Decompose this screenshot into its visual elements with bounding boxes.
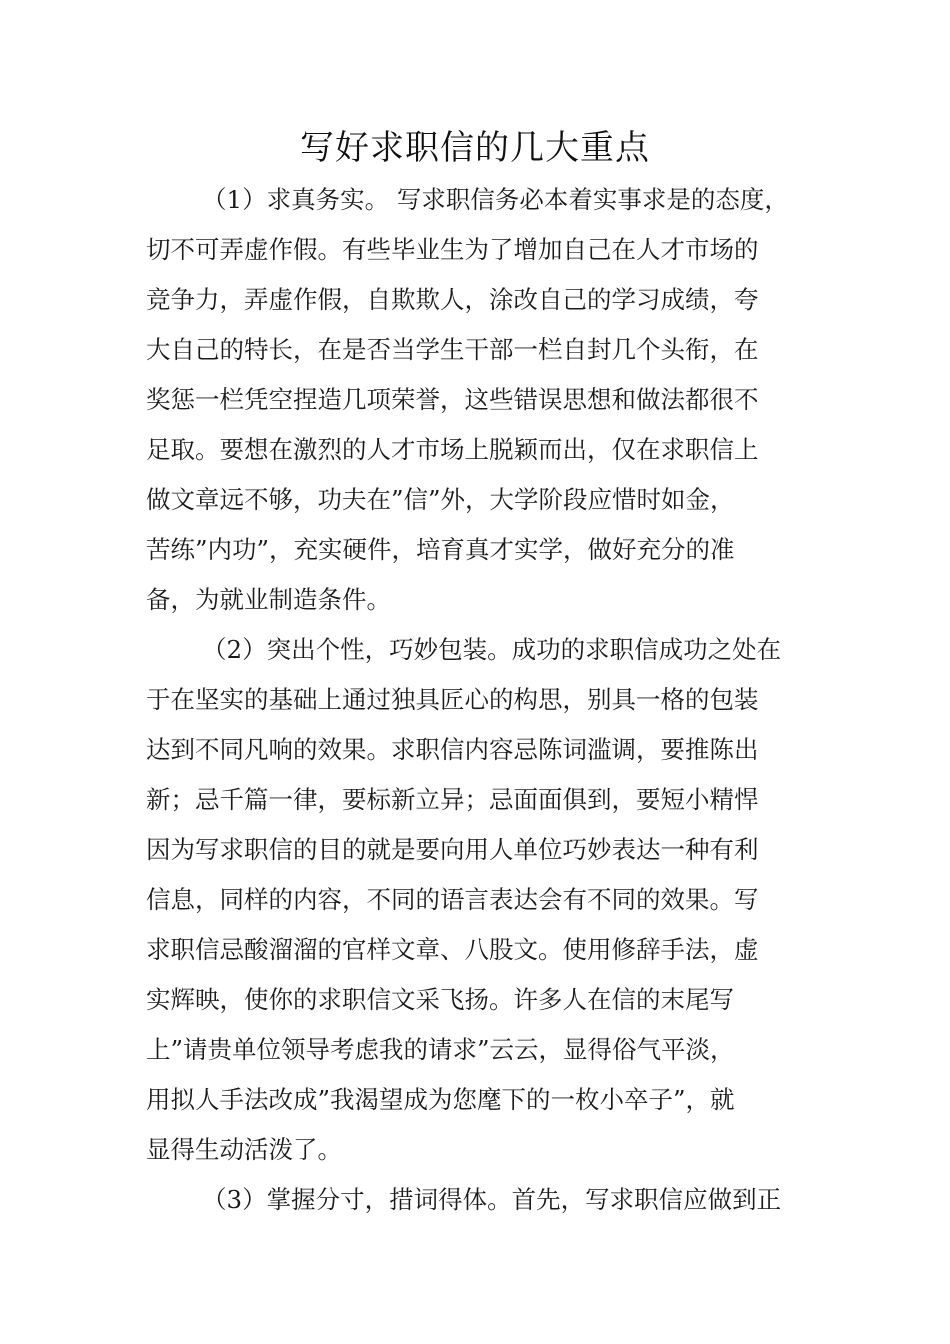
text-line: 切不可弄虚作假。有些毕业生为了增加自己在人才市场的	[146, 235, 759, 264]
text-line: 求职信忌酸溜溜的官样文章、八股文。使用修辞手法，虚	[146, 935, 759, 964]
text-line: 奖惩一栏凭空捏造几项荣誉，这些错误思想和做法都很不	[146, 385, 759, 414]
text-line: 实辉映，使你的求职信文采飞扬。许多人在信的末尾写	[146, 985, 734, 1014]
text-line: 达到不同凡响的效果。求职信内容忌陈词滥调，要推陈出	[146, 735, 759, 764]
paragraph-2	[146, 625, 814, 1175]
text-line: 备，为就业制造条件。	[146, 585, 391, 614]
text-line: 苦练”内功”，充实硬件，培育真才实学，做好充分的准	[146, 535, 735, 564]
text-line: 新；忌千篇一律，要标新立异；忌面面俱到，要短小精悍	[146, 785, 759, 814]
text-line: 上”请贵单位领导考虑我的请求”云云，显得俗气平淡，	[146, 1035, 735, 1064]
text-line: 足取。要想在激烈的人才市场上脱颖而出，仅在求职信上	[146, 435, 759, 464]
text-line: 做文章远不够，功夫在”信”外，大学阶段应惜时如金，	[146, 485, 735, 514]
document-title: 写好求职信的几大重点	[300, 128, 650, 168]
text-line: 大自己的特长，在是否当学生干部一栏自封几个头衔，在	[146, 335, 759, 364]
document-body	[146, 175, 814, 1225]
text-line: 显得生动活泼了。	[146, 1135, 342, 1164]
text-line: 用拟人手法改成”我渴望成为您麾下的一枚小卒子”，就	[146, 1085, 735, 1114]
text-line: （3）掌握分寸，措词得体。首先，写求职信应做到正	[202, 1185, 782, 1214]
text-line: 于在坚实的基础上通过独具匠心的构思，别具一格的包装	[146, 685, 759, 714]
text-line: 因为写求职信的目的就是要向用人单位巧妙表达一种有利	[146, 835, 759, 864]
text-line: 竞争力，弄虚作假，自欺欺人，涂改自己的学习成绩，夸	[146, 285, 759, 314]
text-line: 信息，同样的内容，不同的语言表达会有不同的效果。写	[146, 885, 759, 914]
text-line: （1）求真务实。 写求职信务必本着实事求是的态度，	[202, 185, 789, 214]
paragraph-1	[146, 175, 814, 625]
text-line: （2）突出个性，巧妙包装。成功的求职信成功之处在	[202, 635, 782, 664]
paragraph-3	[146, 1175, 814, 1225]
